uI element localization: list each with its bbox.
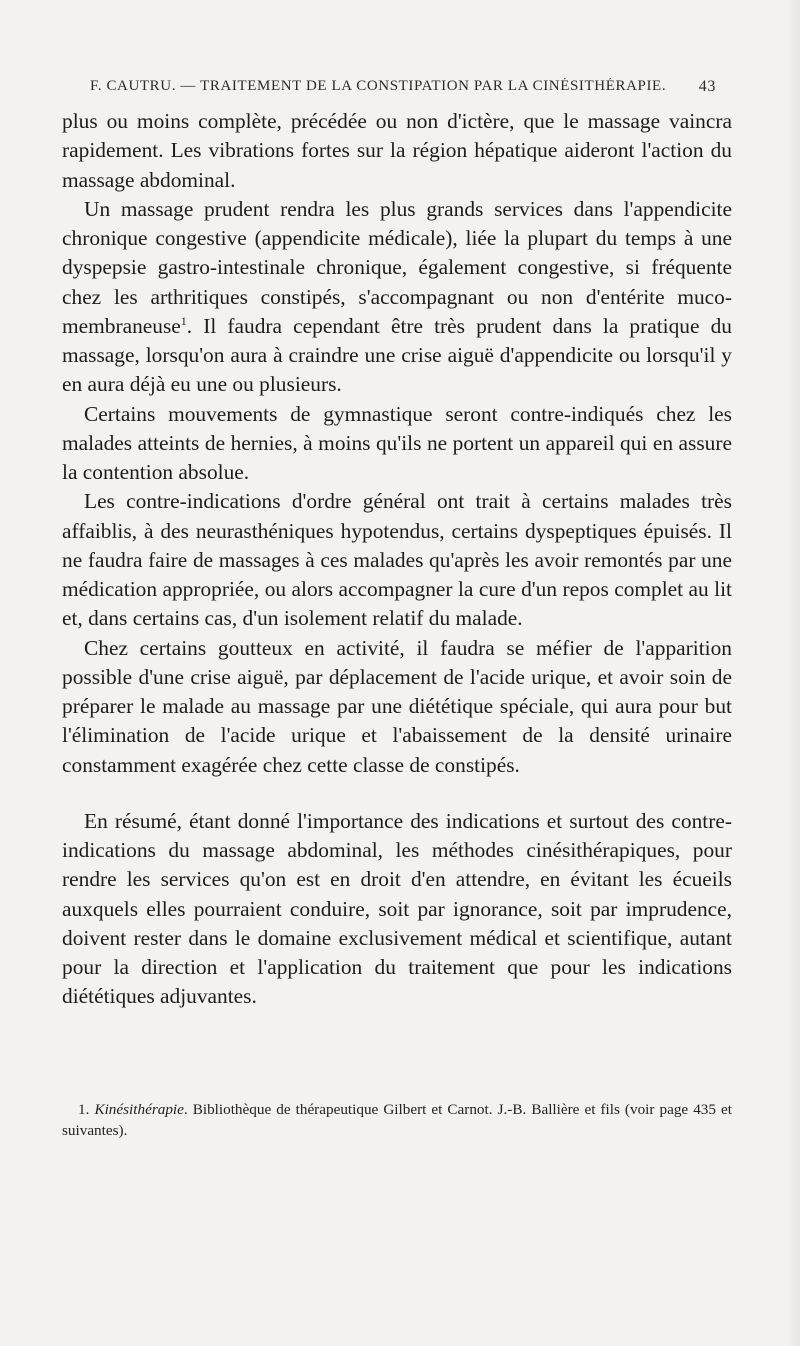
footnote-title: Kinésithérapie: [94, 1101, 184, 1118]
paragraph-3: Certains mouvements de gymnastique seront contre-indiqués chez les malades atteints de hernies, à moins qu'ils ne portent un appareil qui en assure la contention absolue.: [62, 401, 732, 484]
footnote-text: . Bibliothèque de thérapeutique Gilbert et Carnot. J.-B. Ballière et fils (voir page 435 et suivantes).: [62, 1101, 733, 1139]
footnote-number: 1.: [78, 1101, 90, 1118]
paragraph-2: [62, 195, 732, 400]
paragraph-summary: En résumé, étant donné l'importance des indications et surtout des contre-indications du massage abdominal, les méthodes cinésithérapiques, pour rendre les services qu'on est en droit d'en attendre, en évitant les écueils auxquels elles pourraient conduire, soit par ignorance, soit par imprudence, doivent rester dans le domaine exclusivement médical et scientifique, autant pour la direction et l'application du traitement que pour les indications diététiques adjuvantes.: [62, 808, 732, 1009]
paragraph-4: Les contre-indications d'ordre général ont trait à certains malades très affaiblis, à des neurasthéniques hypotendus, certains dyspeptiques épuisés. Il ne faudra faire de massages à ces malades qu'après les avoir remontés par une médication appropriée, ou alors accompagner la cure d'un repos complet au lit et, dans certains cas, d'un isolement relatif du malade.: [62, 489, 732, 631]
footnote: [62, 1099, 732, 1141]
footnote-reference: 1: [180, 313, 187, 328]
paragraph-1: plus ou moins complète, précédée ou non d'ictère, que le massage vaincra rapidement. Les vibrations fortes sur la région hépatique aideront l'action du massage abdominal.: [62, 109, 732, 192]
page-edge-shadow: [786, 0, 800, 1346]
running-title: F. CAUTRU. — TRAITEMENT DE LA CONSTIPATION PAR LA CINÉSITHÉRAPIE.: [90, 78, 667, 94]
running-header: [90, 78, 716, 96]
page-number: 43: [698, 78, 716, 95]
body-text: [62, 107, 732, 1012]
paragraph-5: Chez certains goutteux en activité, il faudra se méfier de l'apparition possible d'une crise aiguë, par déplacement de l'acide urique, et avoir soin de préparer le malade au massage par une diététique spéciale, qui aura pour but l'élimination de l'acide urique et l'abaissement de la densité urinaire constamment exagérée chez cette classe de constipés.: [62, 635, 732, 777]
paragraph-2-part-a: Un massage prudent rendra les plus grands services dans l'appendicite chronique congestive (appendicite médicale), liée la plupart du temps à une dyspepsie gastro-intestinale chronique, également congestive, si fréquente chez les arthritiques constipés, s'accompagnant ou non d'entérite muco-membraneuse: [62, 196, 732, 338]
paragraph-2-part-b: . Il faudra cependant être très prudent dans la pratique du massage, lorsqu'on aura à craindre une crise aiguë d'appendicite ou lorsqu'il y en aura déjà eu une ou plusieurs.: [62, 313, 732, 397]
